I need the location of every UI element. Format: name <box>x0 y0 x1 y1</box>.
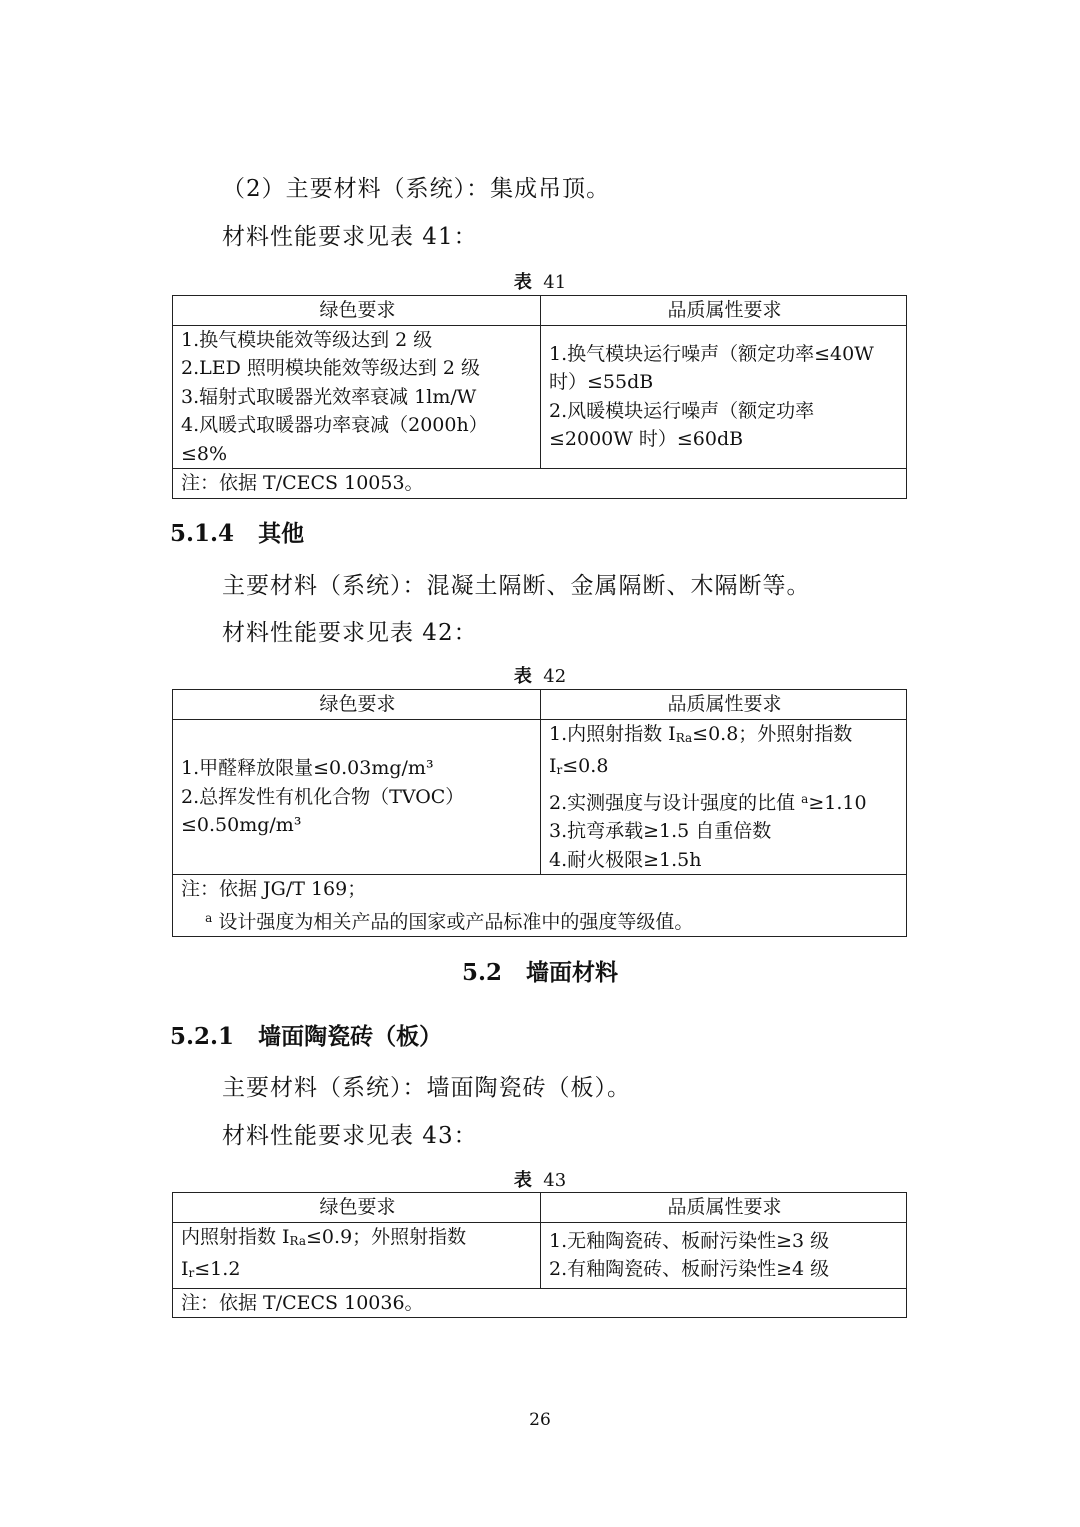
table-43-green-line: 内照射指数 $I_{Ra}\le 0.9$；外照射指数 <box>181 1225 467 1248</box>
table-42-header-quality: 品质属性要求 <box>541 690 907 720</box>
section-5-2-1-line-1: 主要材料（系统）：墙面陶瓷砖（板）。 <box>222 1075 631 1101</box>
section-5-1-4-line-2: 材料性能要求见表 42： <box>222 620 478 646</box>
table-43 <box>172 1192 907 1318</box>
table-42-green-line: 1.甲醛释放限量≤0.03mg/m³ <box>181 757 434 779</box>
intro-line-2: 材料性能要求见表 41： <box>222 224 478 250</box>
table-41-green-line: 3.辐射式取暖器光效率衰减 1lm/W <box>181 385 477 408</box>
table-41-quality-line: 2.风暖模块运行噪声（额定功率 <box>549 399 815 422</box>
table-41-green-line: 4.风暖式取暖器功率衰减（2000h） <box>181 414 488 436</box>
table-43-quality-cell <box>541 1222 907 1288</box>
table-42-quality-line: 1.内照射指数 $I_{Ra}\le 0.8$；外照射指数 <box>549 722 853 745</box>
table-42 <box>172 689 907 937</box>
table-41-header-green: 绿色要求 <box>173 296 541 326</box>
table-42-green-cell <box>173 719 541 875</box>
table-41-header-quality: 品质属性要求 <box>541 296 907 326</box>
table-42-note <box>173 875 907 937</box>
table-43-green-line: $I_r\le 1.2$ <box>181 1258 241 1280</box>
table-42-quality-line: $I_r\le 0.8$ <box>549 755 609 777</box>
table-41-green-line: ≤8% <box>181 442 228 465</box>
table-43-note: 注：依据 T/CECS 10036。 <box>173 1288 907 1318</box>
table-41-quality-line: 1.换气模块运行噪声（额定功率≤40W <box>549 342 874 365</box>
table-43-quality-line: 1.无釉陶瓷砖、板耐污染性≥3 级 <box>549 1229 830 1252</box>
table-42-header-green: 绿色要求 <box>173 690 541 720</box>
table-41-quality-cell <box>541 325 907 469</box>
table-41-note: 注：依据 T/CECS 10053。 <box>173 469 907 499</box>
table-42-quality-line: 2.实测强度与设计强度的比值 $^a$≥1.10 <box>549 791 867 814</box>
section-5-2-1-line-2: 材料性能要求见表 43： <box>222 1123 478 1149</box>
section-5-2-heading: 5.2 墙面材料 <box>461 959 619 986</box>
table-43-caption: 表 43 <box>513 1170 567 1191</box>
table-43-header-quality: 品质属性要求 <box>541 1193 907 1223</box>
section-5-1-4-line-1: 主要材料（系统）：混凝土隔断、金属隔断、木隔断等。 <box>222 573 811 599</box>
table-42-note-line-1: 注：依据 JG/T 169； <box>181 878 367 900</box>
page-number: 26 <box>529 1410 551 1430</box>
table-42-caption: 表 42 <box>513 666 567 687</box>
table-41-quality-line: 时）≤55dB <box>549 371 654 394</box>
table-41-green-line: 2.LED 照明模块能效等级达到 2 级 <box>181 357 481 379</box>
table-42-quality-line: 3.抗弯承载≥1.5 自重倍数 <box>549 820 772 842</box>
table-43-quality-line: 2.有釉陶瓷砖、板耐污染性≥4 级 <box>549 1258 830 1280</box>
table-42-green-line: 2.总挥发性有机化合物（TVOC） <box>181 785 465 808</box>
table-42-note-line-2: $^a$ 设计强度为相关产品的国家或产品标准中的强度等级值。 <box>205 910 694 933</box>
section-5-1-4-heading: 5.1.4 其他 <box>170 520 305 547</box>
table-43-green-cell <box>173 1222 541 1288</box>
table-41-quality-line: ≤2000W 时）≤60dB <box>549 428 744 451</box>
table-41 <box>172 295 907 499</box>
table-41-caption: 表 41 <box>513 272 567 293</box>
table-42-quality-line: 4.耐火极限≥1.5h <box>549 848 702 871</box>
section-5-2-1-heading: 5.2.1 墙面陶瓷砖（板） <box>170 1023 443 1050</box>
table-41-green-line: 1.换气模块能效等级达到 2 级 <box>181 328 433 351</box>
intro-line-1: （2）主要材料（系统）：集成吊顶。 <box>222 176 611 202</box>
table-42-green-line: ≤0.50mg/m³ <box>181 814 302 836</box>
table-42-quality-cell <box>541 719 907 875</box>
table-43-header-green: 绿色要求 <box>173 1193 541 1223</box>
table-41-green-cell <box>173 325 541 469</box>
